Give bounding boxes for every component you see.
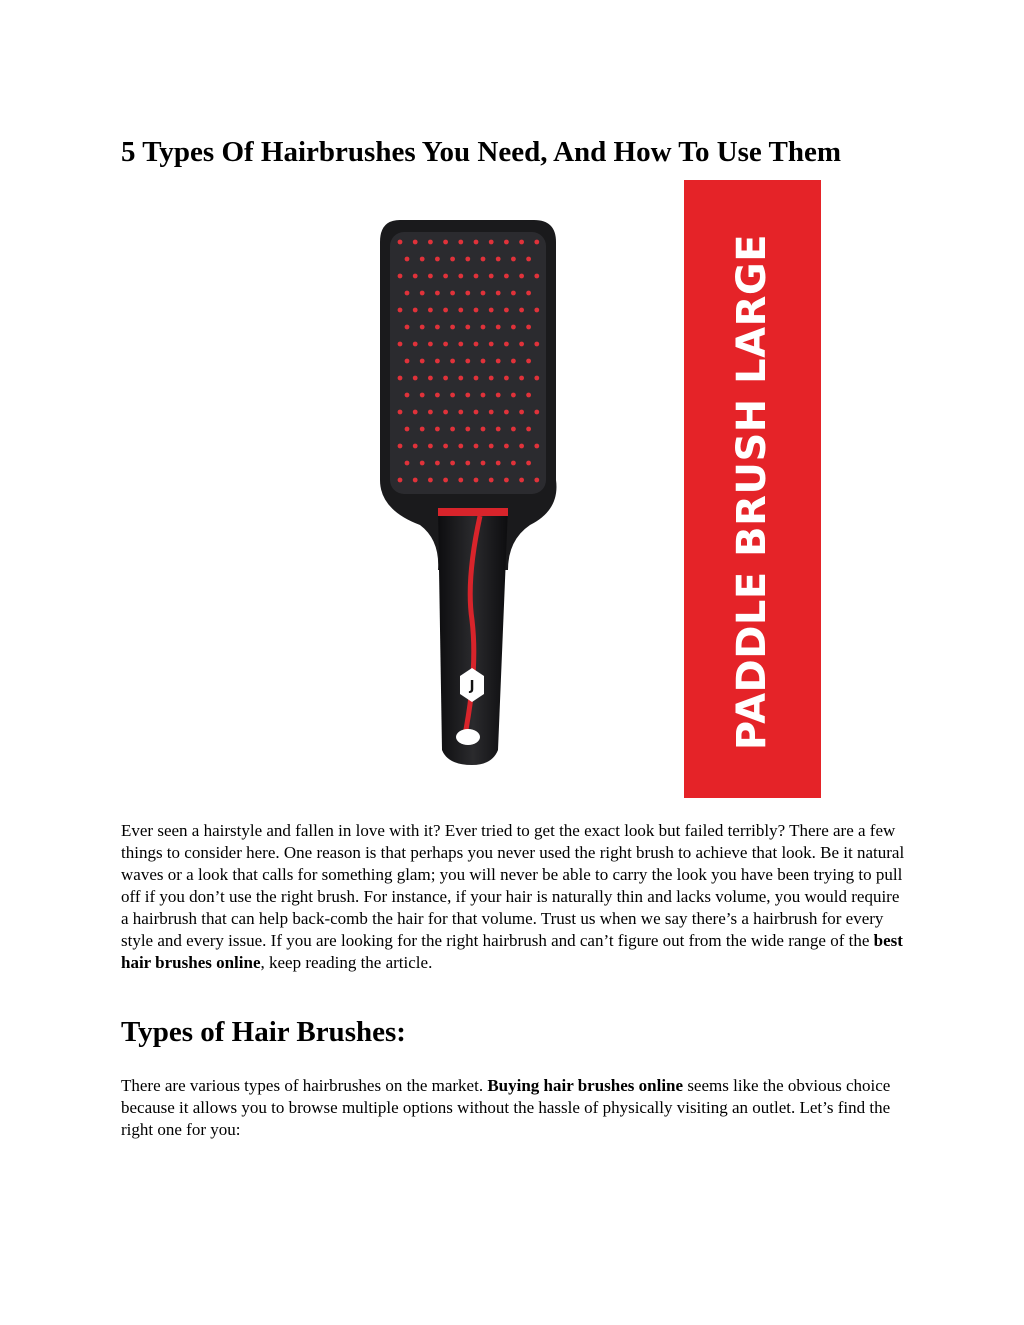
buying-hair-brushes-link[interactable]: Buying hair brushes online — [487, 1076, 684, 1095]
intro-paragraph: Ever seen a hairstyle and fallen in love with it? Ever tried to get the exact look but failed terribly? There are a few things to consider here. One reason is that perhaps you never used the right brush to achieve that look. Be it natural waves or a look that calls for something glam; you will never be able to carry the look you have been trying to pull off if you don’t use the right brush. For instance, if your hair is naturally thin and lacks volume, you would require a hairbrush that can help back-comb the hair for that volume. Trust us when we say there’s a hairbrush for every style and every issue. If you are looking for the right hairbrush and can’t figure out from the wide range of the best hair brushes online, keep reading the article. — [121, 821, 905, 972]
product-figure — [360, 180, 822, 800]
product-banner — [684, 180, 821, 798]
paddle-brush-image — [360, 180, 680, 800]
section-paragraph: There are various types of hairbrushes on the market. Buying hair brushes online seems like the obvious choice because it allows you to browse multiple options without the hassle of physically visiting an outlet. Let’s find the right one for you: — [121, 1076, 891, 1139]
banner-text: PADDLE BRUSH LARGE — [729, 233, 775, 751]
section-heading: Types of Hair Brushes: — [121, 1016, 406, 1048]
best-hair-brushes-link[interactable]: best hair brushes online — [121, 931, 903, 972]
svg-text:J: J — [469, 679, 475, 694]
article-title: 5 Types Of Hairbrushes You Need, And How To Use Them — [121, 136, 842, 168]
